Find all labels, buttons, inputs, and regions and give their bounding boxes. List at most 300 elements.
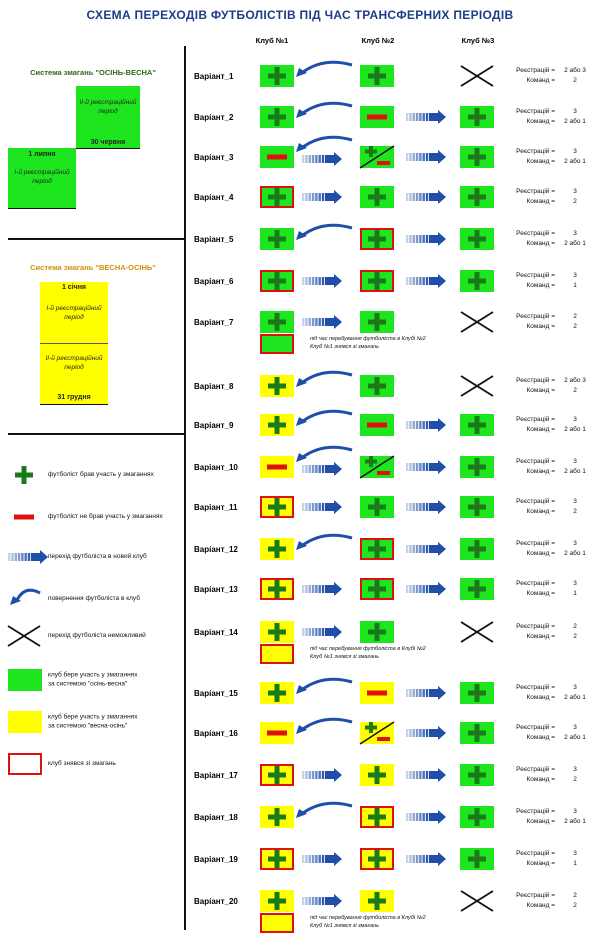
arrow-stripe xyxy=(419,421,421,429)
reg-label: Реєстрацій = xyxy=(516,540,555,547)
spring-autumn-year xyxy=(40,282,108,404)
minus-bar xyxy=(377,161,390,165)
plus-bar xyxy=(375,498,380,516)
teams-value: 2 xyxy=(573,633,577,640)
arrow-head xyxy=(334,894,342,908)
return-arrow-icon xyxy=(8,587,44,611)
arrow-shaft xyxy=(429,771,438,779)
plus-bar xyxy=(275,623,280,641)
variant-row xyxy=(186,146,600,186)
note-line: під час перебування футболіста в Клубі №2 xyxy=(310,646,426,652)
variant-stats xyxy=(512,497,595,517)
arrow-stripe xyxy=(315,503,317,511)
arrow-stripe xyxy=(406,153,408,161)
variant-row xyxy=(186,228,600,268)
club-1-withdrawn-box xyxy=(260,644,294,664)
arrow-stripe xyxy=(315,155,317,163)
variant-label: Варіант_10 xyxy=(194,463,238,472)
arrow-stripe xyxy=(423,545,425,553)
arrow-stripe xyxy=(302,585,304,593)
arrow-stripe xyxy=(406,729,408,737)
arrow-stripe xyxy=(416,153,418,161)
teams-label: Команд = xyxy=(526,387,555,394)
arrow-stripe xyxy=(416,463,418,471)
teams-value: 2 або 1 xyxy=(564,158,586,165)
arrow-stripe xyxy=(305,318,307,326)
plus-bar xyxy=(375,580,380,598)
arrow-stripe xyxy=(426,463,428,471)
arrow-stripe xyxy=(426,113,428,121)
variant-row xyxy=(186,890,600,930)
reg-label: Реєстрацій = xyxy=(516,580,555,587)
note-line: під час перебування футболіста в Клубі №2 xyxy=(310,336,426,342)
reg-label: Реєстрацій = xyxy=(516,892,555,899)
variant-stats xyxy=(512,579,595,599)
arrow-stripe xyxy=(413,545,415,553)
arrow-stripe xyxy=(322,318,324,326)
arrow-stripe xyxy=(423,235,425,243)
yellow-box-icon xyxy=(8,710,44,734)
arrow-stripe xyxy=(426,421,428,429)
arrow-stripe xyxy=(302,628,304,636)
note-line: під час перебування футболіста в Клубі №2 xyxy=(310,915,426,921)
teams-value: 2 xyxy=(573,387,577,394)
legend-text: повернення футболіста в клуб xyxy=(48,594,140,602)
teams-value: 2 або 1 xyxy=(564,426,586,433)
arrow-stripe xyxy=(413,729,415,737)
teams-value: 2 або 1 xyxy=(564,550,586,557)
arrow-stripe xyxy=(305,277,307,285)
period-boundary xyxy=(8,208,76,209)
arrow-shaft xyxy=(325,318,334,326)
variant-label: Варіант_4 xyxy=(194,193,234,202)
period-start-date: 1 січня xyxy=(61,284,87,291)
minus-bar xyxy=(367,423,387,428)
arrow-stripe xyxy=(426,153,428,161)
teams-value: 2 xyxy=(573,776,577,783)
arrow-stripe xyxy=(413,771,415,779)
reg-value: 2 або 3 xyxy=(564,377,586,384)
arrow-stripe xyxy=(423,813,425,821)
reg-value: 3 xyxy=(573,684,577,691)
arrow-stripe xyxy=(312,585,314,593)
arrow-stripe xyxy=(419,689,421,697)
arrow-stripe xyxy=(309,585,311,593)
arrow-shaft xyxy=(429,689,438,697)
plus-bar xyxy=(22,466,27,484)
arrow-stripe xyxy=(309,318,311,326)
plus-bar xyxy=(375,230,380,248)
arrow-stripe xyxy=(302,855,304,863)
page-title: СХЕМА ПЕРЕХОДІВ ФУТБОЛІСТІВ ПІД ЧАС ТРАНСФЕРНИХ ПЕРІОДІВ xyxy=(86,8,514,22)
arrow-stripe xyxy=(312,193,314,201)
teams-label: Команд = xyxy=(526,508,555,515)
arrow-stripe xyxy=(413,463,415,471)
arrow-stripe xyxy=(423,503,425,511)
arrow-stripe xyxy=(305,503,307,511)
column-header-club-3: Клуб №3 xyxy=(461,36,495,45)
arrow-stripe xyxy=(312,503,314,511)
arrow-stripe xyxy=(416,235,418,243)
reg-value: 3 xyxy=(573,766,577,773)
arrow-stripe xyxy=(419,153,421,161)
plus-bar xyxy=(475,724,480,742)
arrow-stripe xyxy=(319,277,321,285)
arrow-stripe xyxy=(426,193,428,201)
reg-label: Реєстрацій = xyxy=(516,230,555,237)
plus-bar xyxy=(475,850,480,868)
arrow-stripe xyxy=(305,155,307,163)
arrow-stripe xyxy=(419,463,421,471)
arrow-stripe xyxy=(312,855,314,863)
arrow-stripe xyxy=(322,628,324,636)
arrow-stripe xyxy=(406,771,408,779)
minus-icon xyxy=(8,505,44,529)
variant-label: Варіант_16 xyxy=(194,729,238,738)
reg-label: Реєстрацій = xyxy=(516,148,555,155)
variant-label: Варіант_20 xyxy=(194,897,238,906)
reg-value: 3 xyxy=(573,272,577,279)
arrow-stripe xyxy=(302,897,304,905)
plus-bar xyxy=(475,188,480,206)
teams-value: 2 або 1 xyxy=(564,118,586,125)
variant-stats xyxy=(512,622,595,642)
plus-bar xyxy=(275,808,280,826)
plus-bar xyxy=(475,230,480,248)
teams-value: 1 xyxy=(573,282,577,289)
variant-label: Варіант_17 xyxy=(194,771,238,780)
variant-stats xyxy=(512,539,595,559)
variant-stats xyxy=(512,147,595,167)
arrow-stripe xyxy=(406,545,408,553)
arrow-stripe xyxy=(319,465,321,473)
arrow-stripe xyxy=(416,689,418,697)
arrow-stripe xyxy=(409,813,411,821)
teams-label: Команд = xyxy=(526,77,555,84)
arrow-stripe xyxy=(319,585,321,593)
reg-value: 3 xyxy=(573,540,577,547)
arrow-stripe xyxy=(406,113,408,121)
variant-row xyxy=(186,578,600,618)
plus-bar xyxy=(275,67,280,85)
plus-bar xyxy=(275,416,280,434)
variant-label: Варіант_15 xyxy=(194,689,238,698)
arrow-stripe xyxy=(413,235,415,243)
arrow-stripe xyxy=(319,193,321,201)
plus-bar xyxy=(475,766,480,784)
reg-label: Реєстрацій = xyxy=(516,808,555,815)
teams-value: 1 xyxy=(573,860,577,867)
reg-value: 3 xyxy=(573,458,577,465)
legend-item-cross xyxy=(8,624,184,648)
arrow-shaft xyxy=(429,463,438,471)
teams-label: Команд = xyxy=(526,734,555,741)
period-label: ІІ-й реєстраційний період xyxy=(79,99,137,115)
plus-bar xyxy=(475,808,480,826)
variant-label: Варіант_7 xyxy=(194,318,234,327)
arrow-head xyxy=(334,274,342,288)
plus-bar xyxy=(275,580,280,598)
teams-value: 2 xyxy=(573,77,577,84)
reg-label: Реєстрацій = xyxy=(516,623,555,630)
variant-stats xyxy=(512,849,595,869)
teams-label: Команд = xyxy=(526,902,555,909)
minus-bar xyxy=(377,737,390,741)
cross-icon xyxy=(8,624,44,648)
plus-bar xyxy=(475,108,480,126)
plus-bar xyxy=(475,272,480,290)
variant-row xyxy=(186,848,600,888)
arrow-stripe xyxy=(309,771,311,779)
arrow-stripe xyxy=(423,153,425,161)
minus-bar xyxy=(367,691,387,696)
arrow-stripe xyxy=(423,277,425,285)
teams-label: Команд = xyxy=(526,633,555,640)
variant-stats xyxy=(512,107,595,127)
arrow-stripe xyxy=(419,235,421,243)
arrow-stripe xyxy=(416,771,418,779)
green-box-icon xyxy=(8,668,44,692)
arrow-shaft xyxy=(429,813,438,821)
variant-label: Варіант_2 xyxy=(194,113,234,122)
arrow-stripe xyxy=(315,585,317,593)
plus-bar xyxy=(369,722,373,733)
teams-label: Команд = xyxy=(526,776,555,783)
arrow-stripe xyxy=(406,193,408,201)
arrow-shaft xyxy=(429,855,438,863)
arrow-head xyxy=(438,852,446,866)
plus-bar xyxy=(275,188,280,206)
arrow-stripe xyxy=(302,277,304,285)
arrow-stripe xyxy=(416,855,418,863)
arrow-stripe xyxy=(315,897,317,905)
reg-value: 3 xyxy=(573,108,577,115)
arrow-stripe xyxy=(309,628,311,636)
teams-label: Команд = xyxy=(526,158,555,165)
variant-row xyxy=(186,538,600,578)
arrow-stripe xyxy=(319,897,321,905)
plus-bar xyxy=(475,540,480,558)
minus-bar xyxy=(267,465,287,470)
plus-bar xyxy=(275,272,280,290)
plus-bar xyxy=(275,108,280,126)
plus-bar xyxy=(375,850,380,868)
legend-text: клуб бере участь у змаганнях за системою "осінь-весна" xyxy=(48,671,138,687)
variant-note xyxy=(310,335,426,351)
arrow-stripe xyxy=(309,277,311,285)
variant-label: Варіант_6 xyxy=(194,277,234,286)
arrow-stripe xyxy=(423,463,425,471)
arrow-stripe xyxy=(409,855,411,863)
arrow-stripe xyxy=(409,235,411,243)
plus-bar xyxy=(275,313,280,331)
reg-value: 3 xyxy=(573,808,577,815)
variant-row xyxy=(186,496,600,536)
arrow-stripe xyxy=(319,628,321,636)
plus-bar xyxy=(275,850,280,868)
arrow-stripe xyxy=(426,689,428,697)
arrow-shaft xyxy=(325,897,334,905)
period-boundary xyxy=(40,343,108,344)
arrow-stripe xyxy=(413,503,415,511)
arrow-stripe xyxy=(305,771,307,779)
arrow-stripe xyxy=(409,729,411,737)
period-boundary xyxy=(76,148,140,149)
teams-value: 2 xyxy=(573,508,577,515)
arrow-head xyxy=(438,768,446,782)
arrow-stripe xyxy=(419,585,421,593)
reg-label: Реєстрацій = xyxy=(516,313,555,320)
legend-text: футболіст брав участь у змаганнях xyxy=(48,470,154,478)
arrow-stripe xyxy=(312,155,314,163)
arrow-stripe xyxy=(312,277,314,285)
arrow-stripe xyxy=(305,628,307,636)
arrow-head xyxy=(334,315,342,329)
arrow-stripe xyxy=(319,503,321,511)
arrow-shaft xyxy=(429,153,438,161)
variant-row xyxy=(186,682,600,722)
arrow-head xyxy=(334,852,342,866)
legend-item-minus xyxy=(8,505,184,529)
teams-value: 2 xyxy=(573,902,577,909)
arrow-stripe xyxy=(413,113,415,121)
arrow-stripe xyxy=(426,585,428,593)
arrow-stripe xyxy=(322,897,324,905)
arrow-stripe xyxy=(312,897,314,905)
arrow-stripe xyxy=(315,771,317,779)
arrow-head xyxy=(438,232,446,246)
arrow-stripe xyxy=(309,503,311,511)
plus-bar xyxy=(475,684,480,702)
arrow-shaft xyxy=(325,193,334,201)
arrow-shaft xyxy=(31,553,40,561)
arrow-stripe xyxy=(322,585,324,593)
variant-stats xyxy=(512,891,595,911)
teams-label: Команд = xyxy=(526,818,555,825)
arrow-shaft xyxy=(429,545,438,553)
reg-label: Реєстрацій = xyxy=(516,416,555,423)
horizontal-divider xyxy=(8,433,185,435)
arrow-stripe xyxy=(302,465,304,473)
legend-text: футболіст не брав участь у змаганнях xyxy=(48,512,163,520)
reg-value: 3 xyxy=(573,724,577,731)
arrow-stripe xyxy=(426,235,428,243)
plus-bar xyxy=(375,766,380,784)
return-arrow-curve xyxy=(17,590,40,600)
arrow-stripe xyxy=(409,503,411,511)
arrow-stripe xyxy=(419,277,421,285)
teams-label: Команд = xyxy=(526,860,555,867)
column-header-club-2: Клуб №2 xyxy=(361,36,395,45)
arrow-head xyxy=(334,190,342,204)
variant-stats xyxy=(512,683,595,703)
arrow-stripe xyxy=(416,277,418,285)
arrow-stripe xyxy=(319,318,321,326)
plus-bar xyxy=(475,148,480,166)
reg-label: Реєстрацій = xyxy=(516,498,555,505)
arrow-stripe xyxy=(413,813,415,821)
arrow-stripe xyxy=(413,689,415,697)
plus-bar xyxy=(375,808,380,826)
variant-row xyxy=(186,414,600,454)
arrow-stripe xyxy=(416,421,418,429)
spring-autumn-title: Система змагань "ВЕСНА-ОСІНЬ" xyxy=(30,263,156,272)
arrow-shaft xyxy=(429,277,438,285)
variant-label: Варіант_3 xyxy=(194,153,234,162)
arrow-head xyxy=(438,190,446,204)
arrow-stripe xyxy=(322,503,324,511)
arrow-stripe xyxy=(25,553,27,561)
arrow-shaft xyxy=(325,503,334,511)
variant-stats xyxy=(512,229,595,249)
arrow-stripe xyxy=(302,193,304,201)
arrow-head xyxy=(438,726,446,740)
variant-row xyxy=(186,764,600,804)
arrow-stripe xyxy=(419,545,421,553)
horizontal-divider xyxy=(8,238,185,240)
arrow-stripe xyxy=(423,689,425,697)
reg-label: Реєстрацій = xyxy=(516,377,555,384)
transfer-arrow-icon xyxy=(8,545,44,569)
arrow-stripe xyxy=(406,503,408,511)
arrow-stripe xyxy=(322,193,324,201)
arrow-stripe xyxy=(315,465,317,473)
minus-bar xyxy=(377,471,390,475)
plus-bar xyxy=(375,188,380,206)
reg-value: 2 xyxy=(573,313,577,320)
arrow-stripe xyxy=(406,277,408,285)
plus-bar xyxy=(275,892,280,910)
plus-icon xyxy=(8,463,44,487)
reg-label: Реєстрацій = xyxy=(516,67,555,74)
arrow-head xyxy=(334,768,342,782)
arrow-stripe xyxy=(416,113,418,121)
reg-value: 2 або 3 xyxy=(564,67,586,74)
legend-item-plus xyxy=(8,463,184,487)
legend-text: перехід футболіста в новий клуб xyxy=(48,552,147,560)
teams-value: 2 або 1 xyxy=(564,240,586,247)
teams-value: 2 xyxy=(573,323,577,330)
arrow-stripe xyxy=(11,553,13,561)
return-arrow-curve xyxy=(303,679,352,689)
arrow-stripe xyxy=(322,855,324,863)
variant-stats xyxy=(512,187,595,207)
reg-value: 3 xyxy=(573,580,577,587)
arrow-stripe xyxy=(305,855,307,863)
arrow-head xyxy=(334,582,342,596)
variant-label: Варіант_9 xyxy=(194,421,234,430)
arrow-shaft xyxy=(325,155,334,163)
arrow-stripe xyxy=(416,585,418,593)
plus-bar xyxy=(475,498,480,516)
arrow-stripe xyxy=(309,465,311,473)
red-box-icon xyxy=(8,752,44,776)
arrow-stripe xyxy=(319,771,321,779)
plus-bar xyxy=(369,146,373,157)
variant-stats xyxy=(512,457,595,477)
reg-label: Реєстрацій = xyxy=(516,684,555,691)
arrow-stripe xyxy=(322,465,324,473)
arrow-stripe xyxy=(419,113,421,121)
arrow-stripe xyxy=(406,813,408,821)
arrow-stripe xyxy=(302,503,304,511)
variant-row xyxy=(186,621,600,661)
arrow-stripe xyxy=(419,729,421,737)
teams-value: 2 або 1 xyxy=(564,468,586,475)
arrow-stripe xyxy=(302,771,304,779)
variant-label: Варіант_14 xyxy=(194,628,238,637)
arrow-stripe xyxy=(302,318,304,326)
